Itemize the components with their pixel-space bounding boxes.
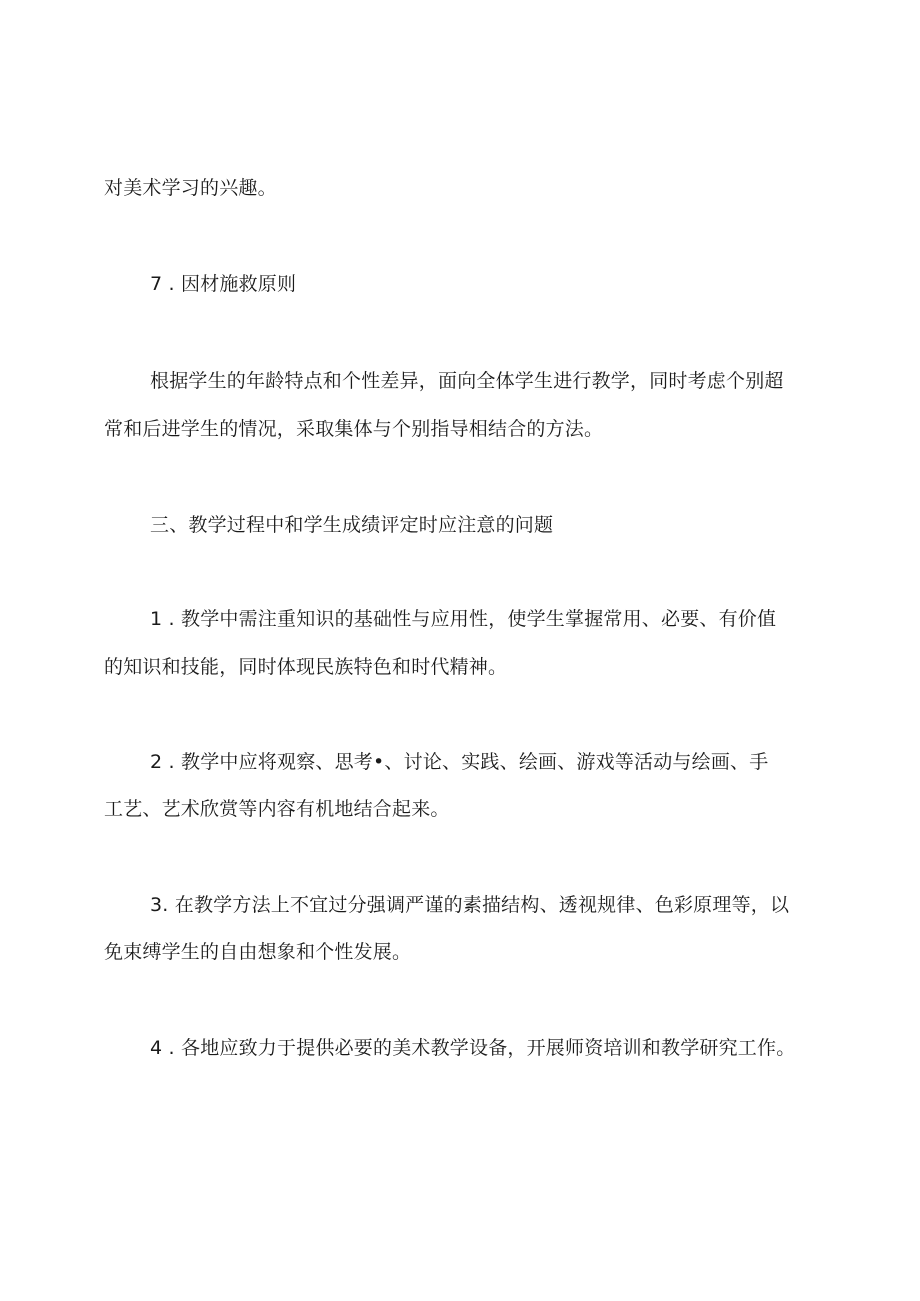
section-3-heading: 三、教学过程中和学生成绩评定时应注意的问题 (150, 514, 554, 536)
item-1-line-2: 的知识和技能，同时体现民族特色和时代精神。 (104, 656, 508, 678)
item-3-line-1: 3. 在教学方法上不宜过分强调严谨的素描结构、透视规律、色彩原理等，以 (150, 894, 790, 916)
principle-7-body-line-1: 根据学生的年龄特点和个性差异，面向全体学生进行教学，同时考虑个别超 (150, 370, 784, 392)
item-4-line-1: 4 . 各地应致力于提供必要的美术教学设备，开展师资培训和教学研究工作。 (150, 1037, 796, 1059)
item-2-line-1: 2 . 教学中应将观察、思考•、讨论、实践、绘画、游戏等活动与绘画、手 (150, 751, 769, 773)
principle-7-body-line-2: 常和后进学生的情况，采取集体与个别指导相结合的方法。 (104, 418, 604, 440)
principle-7-heading: 7 . 因材施救原则 (150, 273, 297, 295)
item-2-line-2: 工艺、艺术欣赏等内容有机地结合起来。 (104, 798, 450, 820)
paragraph-continuation: 对美术学习的兴趣。 (104, 177, 277, 199)
item-3-line-2: 免束缚学生的自由想象和个性发展。 (104, 941, 412, 963)
item-1-line-1: 1 . 教学中需注重知识的基础性与应用性，使学生掌握常用、必要、有价值 (150, 608, 777, 630)
